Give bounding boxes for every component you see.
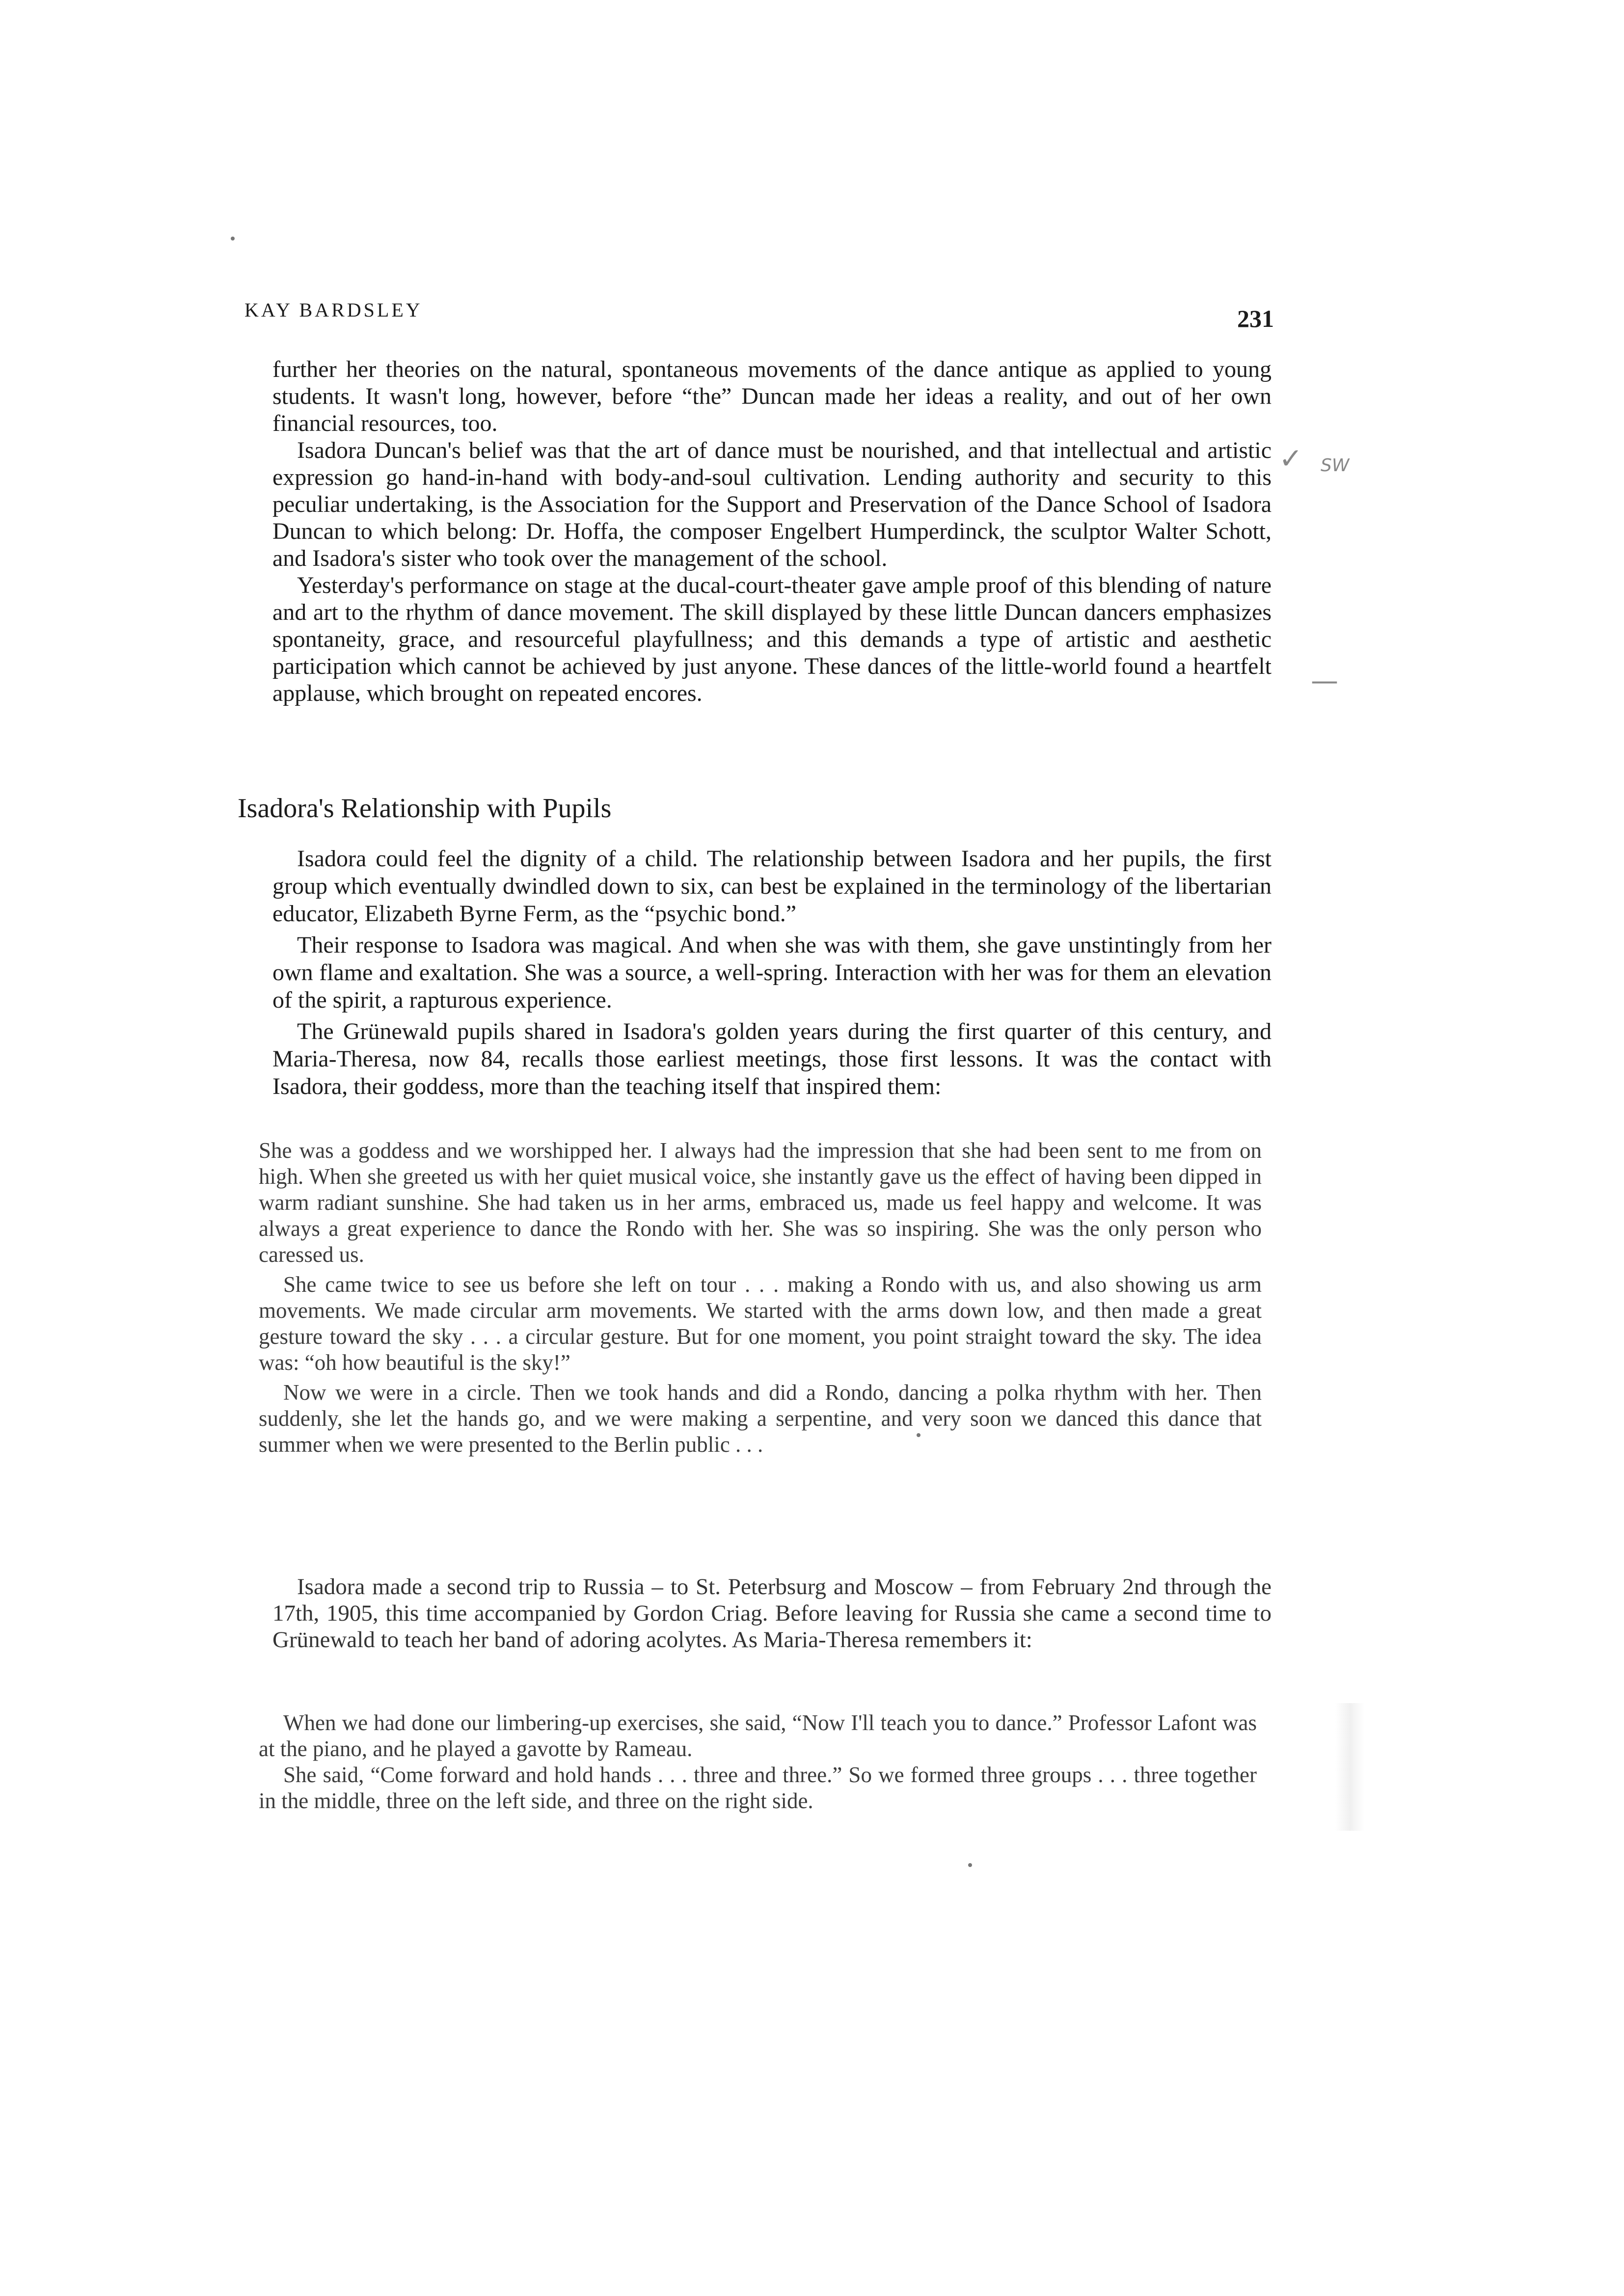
quote-limbering: When we had done our limbering-up exercises, she said, “Now I'll teach you to dance.” Professor Lafont was at the piano, and he played a gavotte by Rameau.	[259, 1710, 1257, 1761]
paragraph-russia-trip: Isadora made a second trip to Russia – to St. Peterbsurg and Moscow – from February 2nd through the 17th, 1905, this time accompanied by Gordon Criag. Before leaving for Russia she came a second time to Grünewald to teach her band of adoring acolytes. As Maria-Theresa remembers it:	[272, 1574, 1272, 1653]
block-quote-2	[259, 1710, 1257, 1814]
quote-arm-movements: She came twice to see us before she left on tour . . . making a Rondo with us, and also showing us arm movements. We made circular arm movements. We started with the arms down low, and then made a great gesture toward the sky . . . a circular gesture. But for one moment, you point straight toward the sky. The idea was: “oh how beautiful is the sky!”	[259, 1272, 1262, 1375]
quote-goddess: She was a goddess and we worshipped her. I always had the impression that she had been sent to me from on high. When she greeted us with her quiet musical voice, she instantly gave us the effect of having been dipped in warm radiant sunshine. She had taken us in her arms, embraced us, made us feel happy and welcome. It was always a great experience to dance the Rondo with her. She was so inspiring. She was the only person who caressed us.	[259, 1138, 1262, 1267]
paragraph-continued: further her theories on the natural, spontaneous movements of the dance antique as applied to young students. It wasn't long, however, before “the” Duncan made her ideas a reality, and out of her own financial resources, too.	[272, 356, 1272, 436]
paragraph-grunewald: The Grünewald pupils shared in Isadora's golden years during the first quarter of this century, and Maria-Theresa, now 84, recalls those earliest meetings, those first lessons. It was the contact with Isadora, their goddess, more than the teaching itself that inspired them:	[272, 1018, 1272, 1099]
paragraph-response: Their response to Isadora was magical. And when she was with them, she gave unstintingly from her own flame and exaltation. She was a source, a well-spring. Interaction with her was for them an elevation of the spirit, a rapturous experience.	[272, 932, 1272, 1013]
main-text-block	[272, 356, 1272, 707]
running-head: KAY BARDSLEY	[244, 299, 423, 321]
page-number: 231	[1237, 305, 1274, 332]
quote-three-groups: She said, “Come forward and hold hands . . . three and three.” So we formed three groups . . . three together in the middle, three on the left side, and three on the right side.	[259, 1762, 1257, 1813]
block-quote-1	[259, 1138, 1262, 1462]
narrative-block	[272, 1574, 1272, 1653]
paragraph-performance: Yesterday's performance on stage at the ducal-court-theater gave ample proof of this blending of nature and art to the rhythm of dance movement. The skill displayed by these little Duncan dancers emphasizes spontaneity, grace, and resourceful playfullness; and this demands a type of artistic and aesthetic participation which cannot be achieved by just anyone. These dances of the little-world found a heartfelt applause, which brought on repeated encores.	[272, 572, 1272, 706]
scan-shadow	[1335, 1703, 1365, 1831]
scan-speck	[968, 1863, 972, 1867]
margin-check-mark: ✓	[1279, 442, 1303, 475]
paragraph-dignity: Isadora could feel the dignity of a child. The relationship between Isadora and her pupils, the first group which eventually dwindled down to six, can best be explained in the terminology of the libertarian educator, Elizabeth Byrne Ferm, as the “psychic bond.”	[272, 846, 1272, 927]
margin-initials: SW	[1321, 455, 1350, 476]
scan-speck	[231, 237, 235, 240]
section-heading: Isadora's Relationship with Pupils	[238, 793, 612, 824]
paragraph-duncan-belief: Isadora Duncan's belief was that the art of dance must be nourished, and that intellectual and artistic expression go hand-in-hand with body-and-soul cultivation. Lending authority and security to this peculiar undertaking, is the Association for the Support and Preservation of the Dance School of Isadora Duncan to which belong: Dr. Hoffa, the composer Engelbert Humperdinck, the sculptor Walter Schott, and Isadora's sister who took over the management of the school.	[272, 437, 1272, 571]
quote-rondo: Now we were in a circle. Then we took hands and did a Rondo, dancing a polka rhythm with her. Then suddenly, she let the hands go, and we were making a serpentine, and very soon we danced this dance that summer when we were presented to the Berlin public . . .	[259, 1380, 1262, 1457]
section-text-block	[272, 845, 1272, 1104]
margin-dash-mark: —	[1311, 665, 1338, 697]
